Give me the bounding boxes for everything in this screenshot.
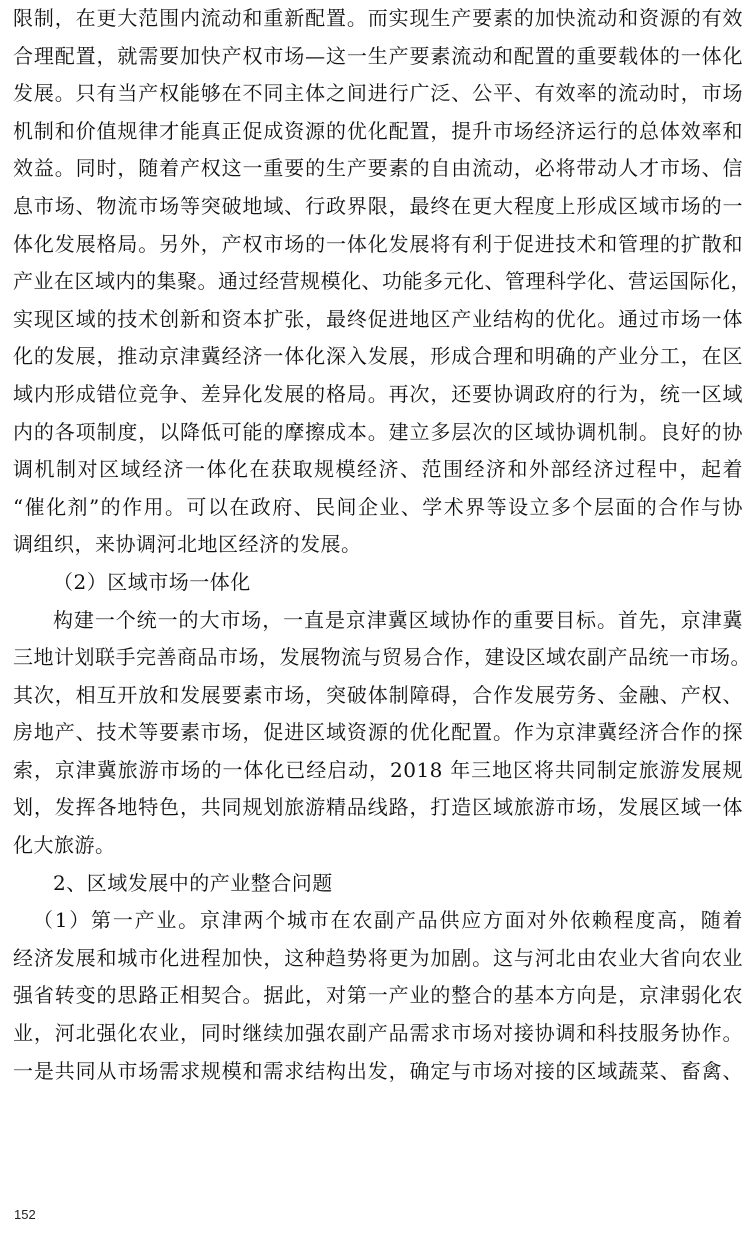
text-line: 息市场、物流市场等突破地域、行政界限，最终在更大程度上形成区域市场的一	[13, 193, 743, 218]
text-line: 经济发展和城市化进程加快，这种趋势将更为加剧。这与河北由农业大省向农业	[13, 945, 743, 970]
paragraph-regional-market	[13, 602, 751, 865]
section-heading-regional-market	[13, 564, 743, 602]
text-line: 其次，相互开放和发展要素市场，突破体制障碍，合作发展劳务、金融、产权、	[13, 682, 743, 707]
text-line: 限制，在更大范围内流动和重新配置。而实现生产要素的加快流动和资源的有效	[13, 6, 743, 30]
body-text	[13, 0, 751, 1090]
text-line: 索，京津冀旅游市场的一体化已经启动，2018 年三地区将共同制定旅游发展规	[13, 757, 743, 782]
text-line: 化的发展，推动京津冀经济一体化深入发展，形成合理和明确的产业分工，在区	[13, 344, 743, 369]
text-line: 一是共同从市场需求规模和需求结构出发，确定与市场对接的区域蔬菜、畜禽、	[13, 1058, 743, 1083]
text-line: 发展。只有当产权能够在不同主体之间进行广泛、公平、有效率的流动时，市场	[13, 81, 743, 106]
heading-text: （2）区域市场一体化	[53, 569, 251, 594]
text-line: 化大旅游。	[13, 833, 116, 858]
page-number: 152	[14, 1207, 36, 1222]
paragraph-primary-industry	[13, 902, 743, 1090]
paragraph-continuation	[13, 0, 751, 564]
text-line: 实现区域的技术创新和资本扩张，最终促进地区产业结构的优化。通过市场一体	[13, 306, 743, 331]
text-line: “催化剂”的作用。可以在政府、民间企业、学术界等设立多个层面的合作与协	[13, 494, 743, 519]
text-line: 强省转变的思路正相契合。据此，对第一产业的整合的基本方向是，京津弱化农	[13, 983, 743, 1008]
text-line: 三地计划联手完善商品市场，发展物流与贸易合作，建设区域农副产品统一市场。	[13, 645, 751, 670]
heading-text: 2、区域发展中的产业整合问题	[53, 870, 333, 895]
text-line: 调组织，来协调河北地区经济的发展。	[13, 532, 362, 557]
text-line: 构建一个统一的大市场，一直是京津冀区域协作的重要目标。首先，京津冀	[53, 607, 743, 632]
text-line: 合理配置，就需要加快产权市场—这一生产要素流动和配置的重要载体的一体化	[13, 43, 743, 68]
text-line: 业，河北强化农业，同时继续加强农副产品需求市场对接协调和科技服务协作。	[13, 1021, 743, 1046]
text-line: 效益。同时，随着产权这一重要的生产要素的自由流动，必将带动人才市场、信	[13, 156, 743, 181]
text-line: （1）第一产业。京津两个城市在农副产品供应方面对外依赖程度高，随着	[33, 908, 743, 933]
section-heading-industry-integration	[13, 865, 743, 903]
text-line: 内的各项制度，以降低可能的摩擦成本。建立多层次的区域协调机制。良好的协	[13, 419, 743, 444]
text-line: 产业在区域内的集聚。通过经营规模化、功能多元化、管理科学化、营运国际化，	[13, 269, 751, 294]
text-line: 房地产、技术等要素市场，促进区域资源的优化配置。作为京津冀经济合作的探	[13, 720, 743, 745]
text-line: 域内形成错位竞争、差异化发展的格局。再次，还要协调政府的行为，统一区域	[13, 381, 743, 406]
text-line: 划，发挥各地特色，共同规划旅游精品线路，打造区域旅游市场，发展区域一体	[13, 795, 743, 820]
text-line: 体化发展格局。另外，产权市场的一体化发展将有利于促进技术和管理的扩散和	[13, 231, 743, 256]
text-line: 调机制对区域经济一体化在获取规模经济、范围经济和外部经济过程中，起着	[13, 457, 743, 482]
text-line: 机制和价值规律才能真正促成资源的优化配置，提升市场经济运行的总体效率和	[13, 118, 743, 143]
